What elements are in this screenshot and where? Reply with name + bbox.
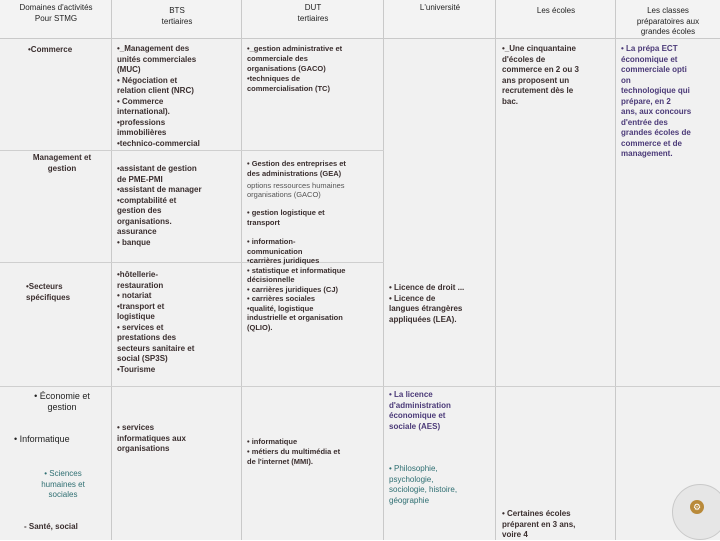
ecoles-commerce: •_Une cinquantaine d'écoles de commerce en 2 ou 3 ans proposent un recrutement dès le bac. [502, 44, 579, 106]
univ-aes: • La licence d'administration économique et sociale (AES) [389, 390, 451, 431]
header-bts: BTS tertiaires [161, 6, 193, 26]
dut-commerce: •_gestion administrative et commerciale des organisations (GACO) •techniques de commercialisation (TC) [247, 44, 343, 93]
domain-commerce: •Commerce [28, 45, 73, 54]
domain-economie: • Économie et gestion [34, 391, 90, 412]
domain-informatique: • Informatique [14, 434, 70, 444]
dut-informatique: • informatique • métiers du multimédia et de l'internet (MMI). [247, 437, 341, 466]
dut-logistique: • gestion logistique et transport [247, 208, 325, 227]
header-ecoles: Les écoles [536, 6, 576, 15]
bts-management: •assistant de gestion de PME-PMI •assistant de manager •comptabilité et gestion des organisations. assurance • banque [117, 164, 202, 247]
classes-ect: • La prépa ECT économique et commerciale opti on technologique qui prépare, en 2 ans, aux concours d'entrée des grandes écoles de commerce et de management. [621, 44, 692, 158]
header-dut: DUT tertiaires [297, 3, 329, 23]
gear-icon[interactable]: ⚙ [690, 500, 704, 514]
domain-secteurs: •Secteurs spécifiques [26, 282, 71, 302]
domain-management: Management et gestion [32, 153, 92, 173]
row-divider [0, 386, 720, 387]
bts-informatique: • services informatiques aux organisations [117, 423, 186, 453]
dut-gea: • Gestion des entreprises et des administrations (GEA) [247, 159, 346, 178]
univ-philo: • Philosophie, psychologie, sociologie, histoire, géographie [389, 464, 458, 505]
dut-gaco: options ressources humaines organisations (GACO) [247, 181, 345, 199]
header-domaines: Domaines d'activités Pour STMG [19, 3, 93, 23]
column-domaines [0, 0, 112, 540]
header-universite: L'université [419, 3, 461, 12]
row-divider [0, 150, 384, 151]
univ-droit: • Licence de droit ... • Licence de langues étrangères appliquées (LEA). [389, 283, 465, 324]
column-universite [384, 0, 496, 540]
domain-sante: - Santé, social [24, 522, 78, 531]
ecoles-certaines: • Certaines écoles préparent en 3 ans, voire 4 [502, 509, 576, 539]
bts-commerce: •_Management des unités commerciales (MUC) • Négociation et relation client (NRC) • Commerce international). •professions immobilières •technico-commercial [117, 44, 200, 148]
header-classes: Les classes préparatoires aux grandes écoles [636, 6, 700, 36]
domain-sciences: • Sciences humaines et sociales [41, 469, 85, 499]
dut-info-com: • information- communication •carrières juridiques • statistique et informatique décisionnelle • carrières juridiques (CJ) • carrières sociales •qualité, logistique industrielle et organisation (QLIO). [247, 237, 346, 332]
bts-secteurs: •hôtellerie- restauration • notariat •transport et logistique • services et prestations des secteurs sanitaire et social (SP3S) •Tourisme [117, 270, 195, 374]
